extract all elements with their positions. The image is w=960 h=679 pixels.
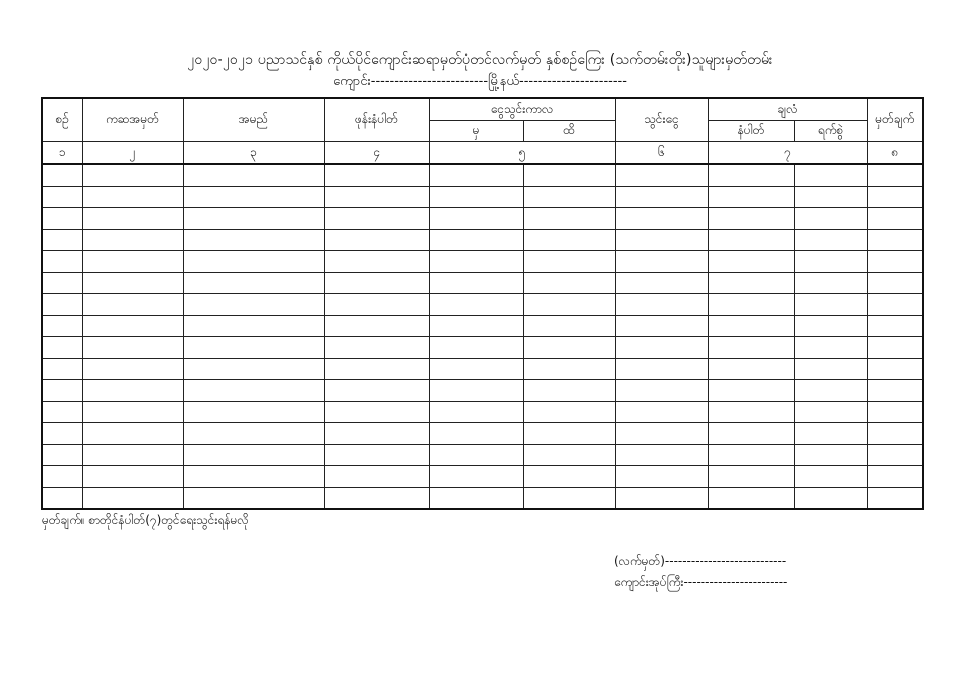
table-cell: [867, 315, 923, 337]
table-cell: [82, 315, 183, 337]
table-cell: [82, 401, 183, 423]
table-cell: [42, 380, 82, 402]
table-cell: [615, 272, 708, 294]
table-cell: [615, 208, 708, 230]
header-name: အမည်: [183, 98, 324, 142]
table-cell: [523, 208, 615, 230]
table-cell: [867, 380, 923, 402]
table-cell: [794, 315, 867, 337]
table-cell: [523, 337, 615, 359]
table-cell: [615, 401, 708, 423]
table-cell: [523, 401, 615, 423]
table-cell: [82, 466, 183, 488]
table-cell: [183, 208, 324, 230]
table-cell: [615, 444, 708, 466]
table-cell: [615, 337, 708, 359]
table-cell: [794, 380, 867, 402]
header-amount: သွင်းငွေ: [615, 98, 708, 142]
table-row: [42, 380, 923, 402]
table-cell: [794, 423, 867, 445]
school-label: ကျောင်း: [333, 74, 371, 89]
table-cell: [523, 229, 615, 251]
header-no: စဉ်: [42, 98, 82, 142]
table-cell: [615, 466, 708, 488]
table-cell: [708, 401, 794, 423]
table-cell: [615, 423, 708, 445]
table-cell: [429, 444, 523, 466]
table-cell: [82, 337, 183, 359]
table-cell: [42, 444, 82, 466]
table-cell: [429, 251, 523, 273]
header-phone: ဖုန်းနံပါတ်: [324, 98, 429, 142]
table-row: [42, 401, 923, 423]
column-number: ၁: [42, 142, 82, 165]
table-cell: [708, 337, 794, 359]
table-cell: [324, 337, 429, 359]
table-cell: [82, 487, 183, 509]
table-cell: [867, 294, 923, 316]
signature-label: (လက်မှတ်): [614, 554, 665, 568]
table-cell: [794, 294, 867, 316]
table-cell: [615, 358, 708, 380]
header-registration-no: ကဆအမှတ်: [82, 98, 183, 142]
table-cell: [429, 272, 523, 294]
table-cell: [42, 315, 82, 337]
table-cell: [429, 487, 523, 509]
table-cell: [708, 186, 794, 208]
table-row: [42, 294, 923, 316]
table-cell: [523, 164, 615, 186]
table-cell: [183, 251, 324, 273]
principal-label: ကျောင်းအုပ်ကြီး: [614, 575, 684, 589]
table-cell: [183, 401, 324, 423]
records-table: [41, 97, 924, 510]
table-cell: [867, 251, 923, 273]
table-cell: [867, 272, 923, 294]
column-number: ၅: [429, 142, 615, 165]
table-cell: [324, 186, 429, 208]
table-cell: [324, 444, 429, 466]
table-cell: [324, 294, 429, 316]
table-cell: [708, 423, 794, 445]
table-cell: [42, 294, 82, 316]
table-cell: [429, 294, 523, 316]
table-cell: [523, 251, 615, 273]
table-cell: [183, 164, 324, 186]
table-row: [42, 208, 923, 230]
table-cell: [867, 401, 923, 423]
table-cell: [82, 444, 183, 466]
table-cell: [183, 272, 324, 294]
table-cell: [183, 337, 324, 359]
table-cell: [183, 294, 324, 316]
table-row: [42, 423, 923, 445]
principal-line: [614, 574, 787, 592]
table-cell: [42, 401, 82, 423]
table-cell: [794, 186, 867, 208]
table-cell: [794, 487, 867, 509]
table-row: [42, 466, 923, 488]
table-cell: [708, 294, 794, 316]
table-cell: [708, 164, 794, 186]
table-cell: [324, 380, 429, 402]
table-cell: [82, 251, 183, 273]
footnote: မှတ်ချက်။ စာတိုင်နံပါတ်(၇)တွင်ရေးသွင်းရန်မလို: [42, 513, 249, 527]
table-cell: [324, 466, 429, 488]
township-label: မြို့နယ်: [488, 74, 520, 89]
table-cell: [183, 487, 324, 509]
table-cell: [867, 229, 923, 251]
header-receipt: ချလံ: [708, 98, 867, 121]
table-cell: [615, 229, 708, 251]
table-cell: [867, 186, 923, 208]
table-cell: [183, 423, 324, 445]
table-cell: [615, 294, 708, 316]
table-cell: [324, 315, 429, 337]
table-cell: [429, 358, 523, 380]
column-number: ၈: [867, 142, 923, 165]
table-cell: [794, 466, 867, 488]
table-cell: [867, 487, 923, 509]
table-cell: [42, 208, 82, 230]
table-cell: [42, 337, 82, 359]
table-cell: [708, 444, 794, 466]
table-cell: [523, 444, 615, 466]
table-row: [42, 164, 923, 186]
table-cell: [794, 251, 867, 273]
table-cell: [867, 208, 923, 230]
table-row: [42, 487, 923, 509]
table-cell: [708, 229, 794, 251]
table-cell: [794, 164, 867, 186]
form-subtitle: [0, 73, 960, 92]
table-cell: [615, 487, 708, 509]
table-row: [42, 272, 923, 294]
table-cell: [708, 272, 794, 294]
table-cell: [183, 186, 324, 208]
table-cell: [794, 272, 867, 294]
table-cell: [708, 315, 794, 337]
table-cell: [42, 487, 82, 509]
school-blank: -------------------------: [370, 74, 489, 89]
table-cell: [429, 466, 523, 488]
table-cell: [324, 251, 429, 273]
table-cell: [794, 208, 867, 230]
signature-line: [614, 553, 786, 571]
table-cell: [42, 272, 82, 294]
table-cell: [324, 208, 429, 230]
table-cell: [429, 315, 523, 337]
table-cell: [82, 164, 183, 186]
table-cell: [183, 444, 324, 466]
table-cell: [615, 186, 708, 208]
table-cell: [429, 401, 523, 423]
table-cell: [82, 208, 183, 230]
table-cell: [82, 423, 183, 445]
table-cell: [794, 401, 867, 423]
table-cell: [42, 358, 82, 380]
table-cell: [82, 272, 183, 294]
table-row: [42, 358, 923, 380]
table-cell: [324, 272, 429, 294]
table-cell: [82, 380, 183, 402]
header-receipt-no: နံပါတ်: [708, 121, 794, 142]
table-cell: [794, 358, 867, 380]
table-cell: [183, 229, 324, 251]
table-cell: [324, 164, 429, 186]
table-cell: [324, 401, 429, 423]
table-cell: [708, 380, 794, 402]
header-receipt-date: ရက်စွဲ: [794, 121, 867, 142]
table-cell: [867, 164, 923, 186]
table-cell: [867, 337, 923, 359]
table-cell: [708, 358, 794, 380]
table-cell: [794, 337, 867, 359]
table-cell: [42, 186, 82, 208]
table-cell: [708, 466, 794, 488]
header-payment-period: ငွေသွင်းကာလ: [429, 98, 615, 121]
form-title: ၂၀၂၀-၂၀၂၁ ပညာသင်နှစ် ကိုယ်ပိုင်ကျောင်းဆရာမှတ်ပုံတင်လက်မှတ် နှစ်စဉ်ကြေး (သက်တမ်းတိုး)သူများမှတ်တမ်း: [187, 52, 773, 68]
table-cell: [615, 251, 708, 273]
table-cell: [42, 466, 82, 488]
table-cell: [523, 272, 615, 294]
column-number: ၆: [615, 142, 708, 165]
table-cell: [523, 380, 615, 402]
table-cell: [324, 487, 429, 509]
column-number: ၂: [82, 142, 183, 165]
table-cell: [523, 315, 615, 337]
table-cell: [82, 186, 183, 208]
table-cell: [42, 229, 82, 251]
table-cell: [615, 164, 708, 186]
table-cell: [82, 229, 183, 251]
table-cell: [42, 164, 82, 186]
table-cell: [429, 164, 523, 186]
table-cell: [867, 358, 923, 380]
signature-blank: ----------------------------: [664, 554, 787, 568]
header-remarks: မှတ်ချက်: [867, 98, 923, 142]
table-row: [42, 337, 923, 359]
table-cell: [183, 358, 324, 380]
table-cell: [867, 444, 923, 466]
principal-blank: ------------------------: [683, 575, 788, 589]
table-cell: [429, 186, 523, 208]
township-blank: -----------------------: [519, 74, 627, 89]
table-cell: [615, 315, 708, 337]
table-cell: [523, 423, 615, 445]
table-row: [42, 229, 923, 251]
column-number: ၇: [708, 142, 867, 165]
table-row: [42, 251, 923, 273]
table-cell: [82, 294, 183, 316]
table-cell: [429, 208, 523, 230]
table-cell: [523, 358, 615, 380]
table-cell: [523, 466, 615, 488]
table-cell: [429, 229, 523, 251]
table-cell: [42, 423, 82, 445]
table-cell: [183, 380, 324, 402]
table-cell: [324, 229, 429, 251]
table-cell: [523, 487, 615, 509]
header-from: မှ: [429, 121, 523, 142]
header-to: ထိ: [523, 121, 615, 142]
table-cell: [183, 315, 324, 337]
column-number: ၄: [324, 142, 429, 165]
table-cell: [523, 186, 615, 208]
column-number: ၃: [183, 142, 324, 165]
table-cell: [183, 466, 324, 488]
table-cell: [429, 337, 523, 359]
table-cell: [867, 423, 923, 445]
table-row: [42, 186, 923, 208]
table-cell: [429, 423, 523, 445]
table-row: [42, 315, 923, 337]
table-cell: [867, 466, 923, 488]
table-row: [42, 444, 923, 466]
table-cell: [324, 423, 429, 445]
table-cell: [523, 294, 615, 316]
table-cell: [708, 208, 794, 230]
table-cell: [429, 380, 523, 402]
table-cell: [708, 251, 794, 273]
table-cell: [794, 444, 867, 466]
table-cell: [82, 358, 183, 380]
table-cell: [42, 251, 82, 273]
table-cell: [324, 358, 429, 380]
table-cell: [615, 380, 708, 402]
table-cell: [794, 229, 867, 251]
table-cell: [708, 487, 794, 509]
